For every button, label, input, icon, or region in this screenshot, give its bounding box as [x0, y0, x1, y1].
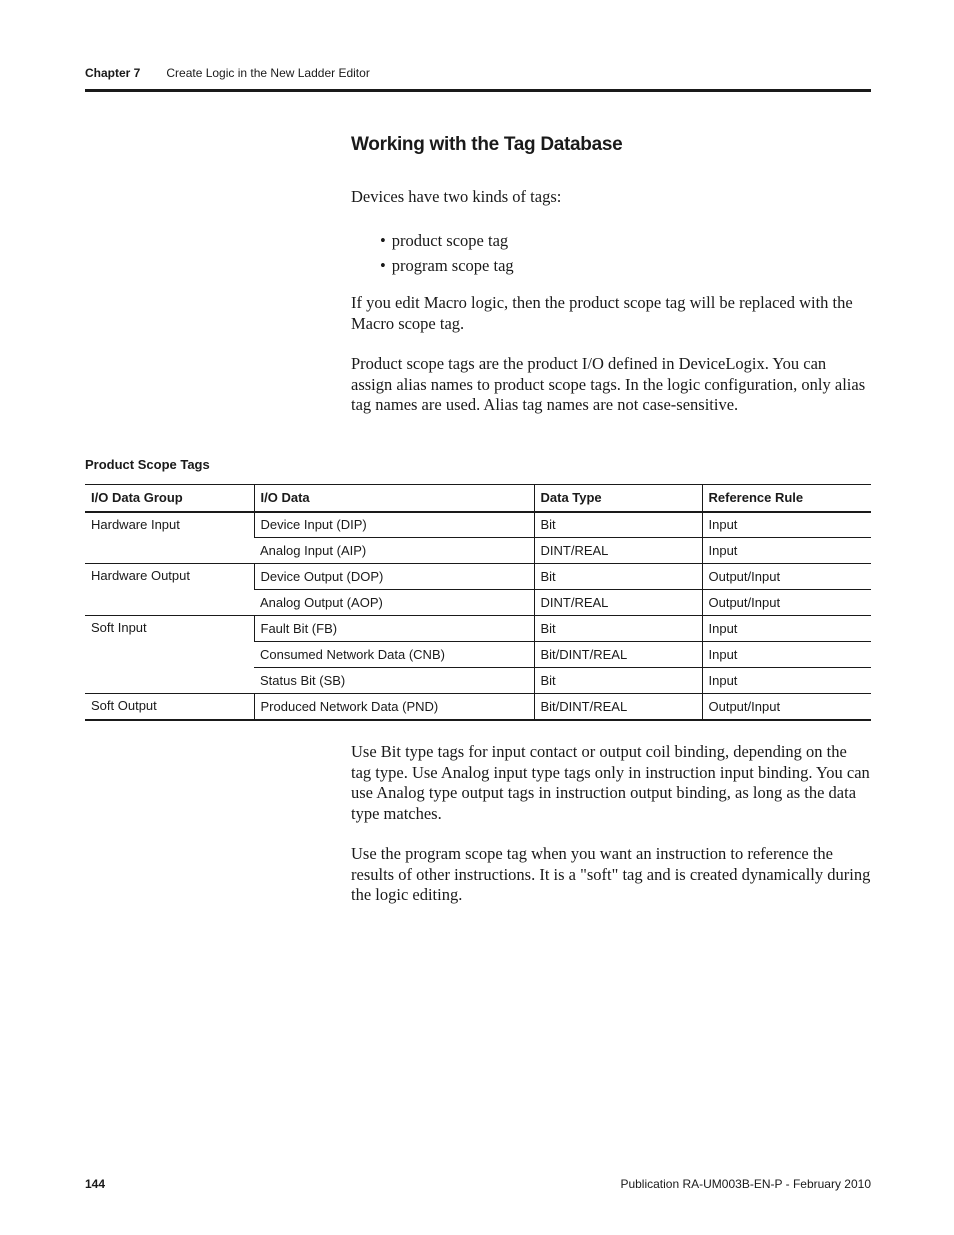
table-row — [85, 564, 871, 590]
list-item: • product scope tag — [380, 228, 514, 253]
io-data-cell: Produced Network Data (PND) — [254, 694, 534, 720]
table-row — [85, 694, 871, 720]
data-type-cell: DINT/REAL — [534, 590, 702, 616]
group-cell: Soft Output — [85, 694, 254, 720]
column-header: I/O Data — [254, 485, 534, 512]
reference-rule-cell: Input — [702, 512, 871, 538]
section-title: Working with the Tag Database — [351, 134, 623, 155]
intro-paragraph: Devices have two kinds of tags: — [351, 187, 562, 206]
product-scope-tags-table — [85, 484, 871, 721]
running-header — [85, 66, 370, 80]
data-type-cell: Bit — [534, 668, 702, 694]
data-type-cell: Bit — [534, 564, 702, 590]
column-header: Data Type — [534, 485, 702, 512]
chapter-label: Chapter 7 — [85, 66, 141, 80]
reference-rule-cell: Input — [702, 538, 871, 564]
program-scope-paragraph: Use the program scope tag when you want an instruction to reference the results of other instructions. It is a "soft" tag and is created dynamically during the logic editing. — [351, 844, 871, 904]
table-caption: Product Scope Tags — [85, 457, 210, 472]
group-cell: Hardware Input — [85, 512, 254, 564]
table-row — [85, 616, 871, 642]
group-cell: Hardware Output — [85, 564, 254, 616]
page-number: 144 — [85, 1177, 106, 1191]
data-type-cell: Bit/DINT/REAL — [534, 642, 702, 668]
reference-rule-cell: Output/Input — [702, 694, 871, 720]
data-type-cell: Bit/DINT/REAL — [534, 694, 702, 720]
io-data-cell: Analog Input (AIP) — [254, 538, 534, 564]
data-type-cell: Bit — [534, 616, 702, 642]
io-data-cell: Device Output (DOP) — [254, 564, 534, 590]
data-type-cell: DINT/REAL — [534, 538, 702, 564]
publication-info: Publication RA-UM003B-EN-P - February 2010 — [620, 1177, 871, 1191]
io-data-cell: Consumed Network Data (CNB) — [254, 642, 534, 668]
list-item: • program scope tag — [380, 253, 514, 278]
macro-paragraph: If you edit Macro logic, then the product scope tag will be replaced with the Macro scope tag. — [351, 293, 853, 333]
tag-kinds-list — [380, 228, 514, 278]
io-data-cell: Device Input (DIP) — [254, 512, 534, 538]
header-rule — [85, 89, 871, 92]
data-type-cell: Bit — [534, 512, 702, 538]
table-header-row — [85, 485, 871, 512]
io-data-cell: Analog Output (AOP) — [254, 590, 534, 616]
column-header: Reference Rule — [702, 485, 871, 512]
reference-rule-cell: Output/Input — [702, 564, 871, 590]
bit-type-paragraph: Use Bit type tags for input contact or output coil binding, depending on the tag type. Use Analog input type tags only in instruction input binding. You can use Analog type output tags in instruction output binding, as long as the data type matches. — [351, 742, 870, 823]
group-cell: Soft Input — [85, 616, 254, 694]
table-row — [85, 512, 871, 538]
column-header: I/O Data Group — [85, 485, 254, 512]
io-data-cell: Fault Bit (FB) — [254, 616, 534, 642]
reference-rule-cell: Output/Input — [702, 590, 871, 616]
reference-rule-cell: Input — [702, 616, 871, 642]
reference-rule-cell: Input — [702, 668, 871, 694]
reference-rule-cell: Input — [702, 642, 871, 668]
io-data-cell: Status Bit (SB) — [254, 668, 534, 694]
product-scope-paragraph: Product scope tags are the product I/O defined in DeviceLogix. You can assign alias names to product scope tags. In the logic configuration, only alias tag names are used. Alias tag names are not case-sensitive. — [351, 354, 866, 414]
chapter-title: Create Logic in the New Ladder Editor — [166, 66, 370, 80]
